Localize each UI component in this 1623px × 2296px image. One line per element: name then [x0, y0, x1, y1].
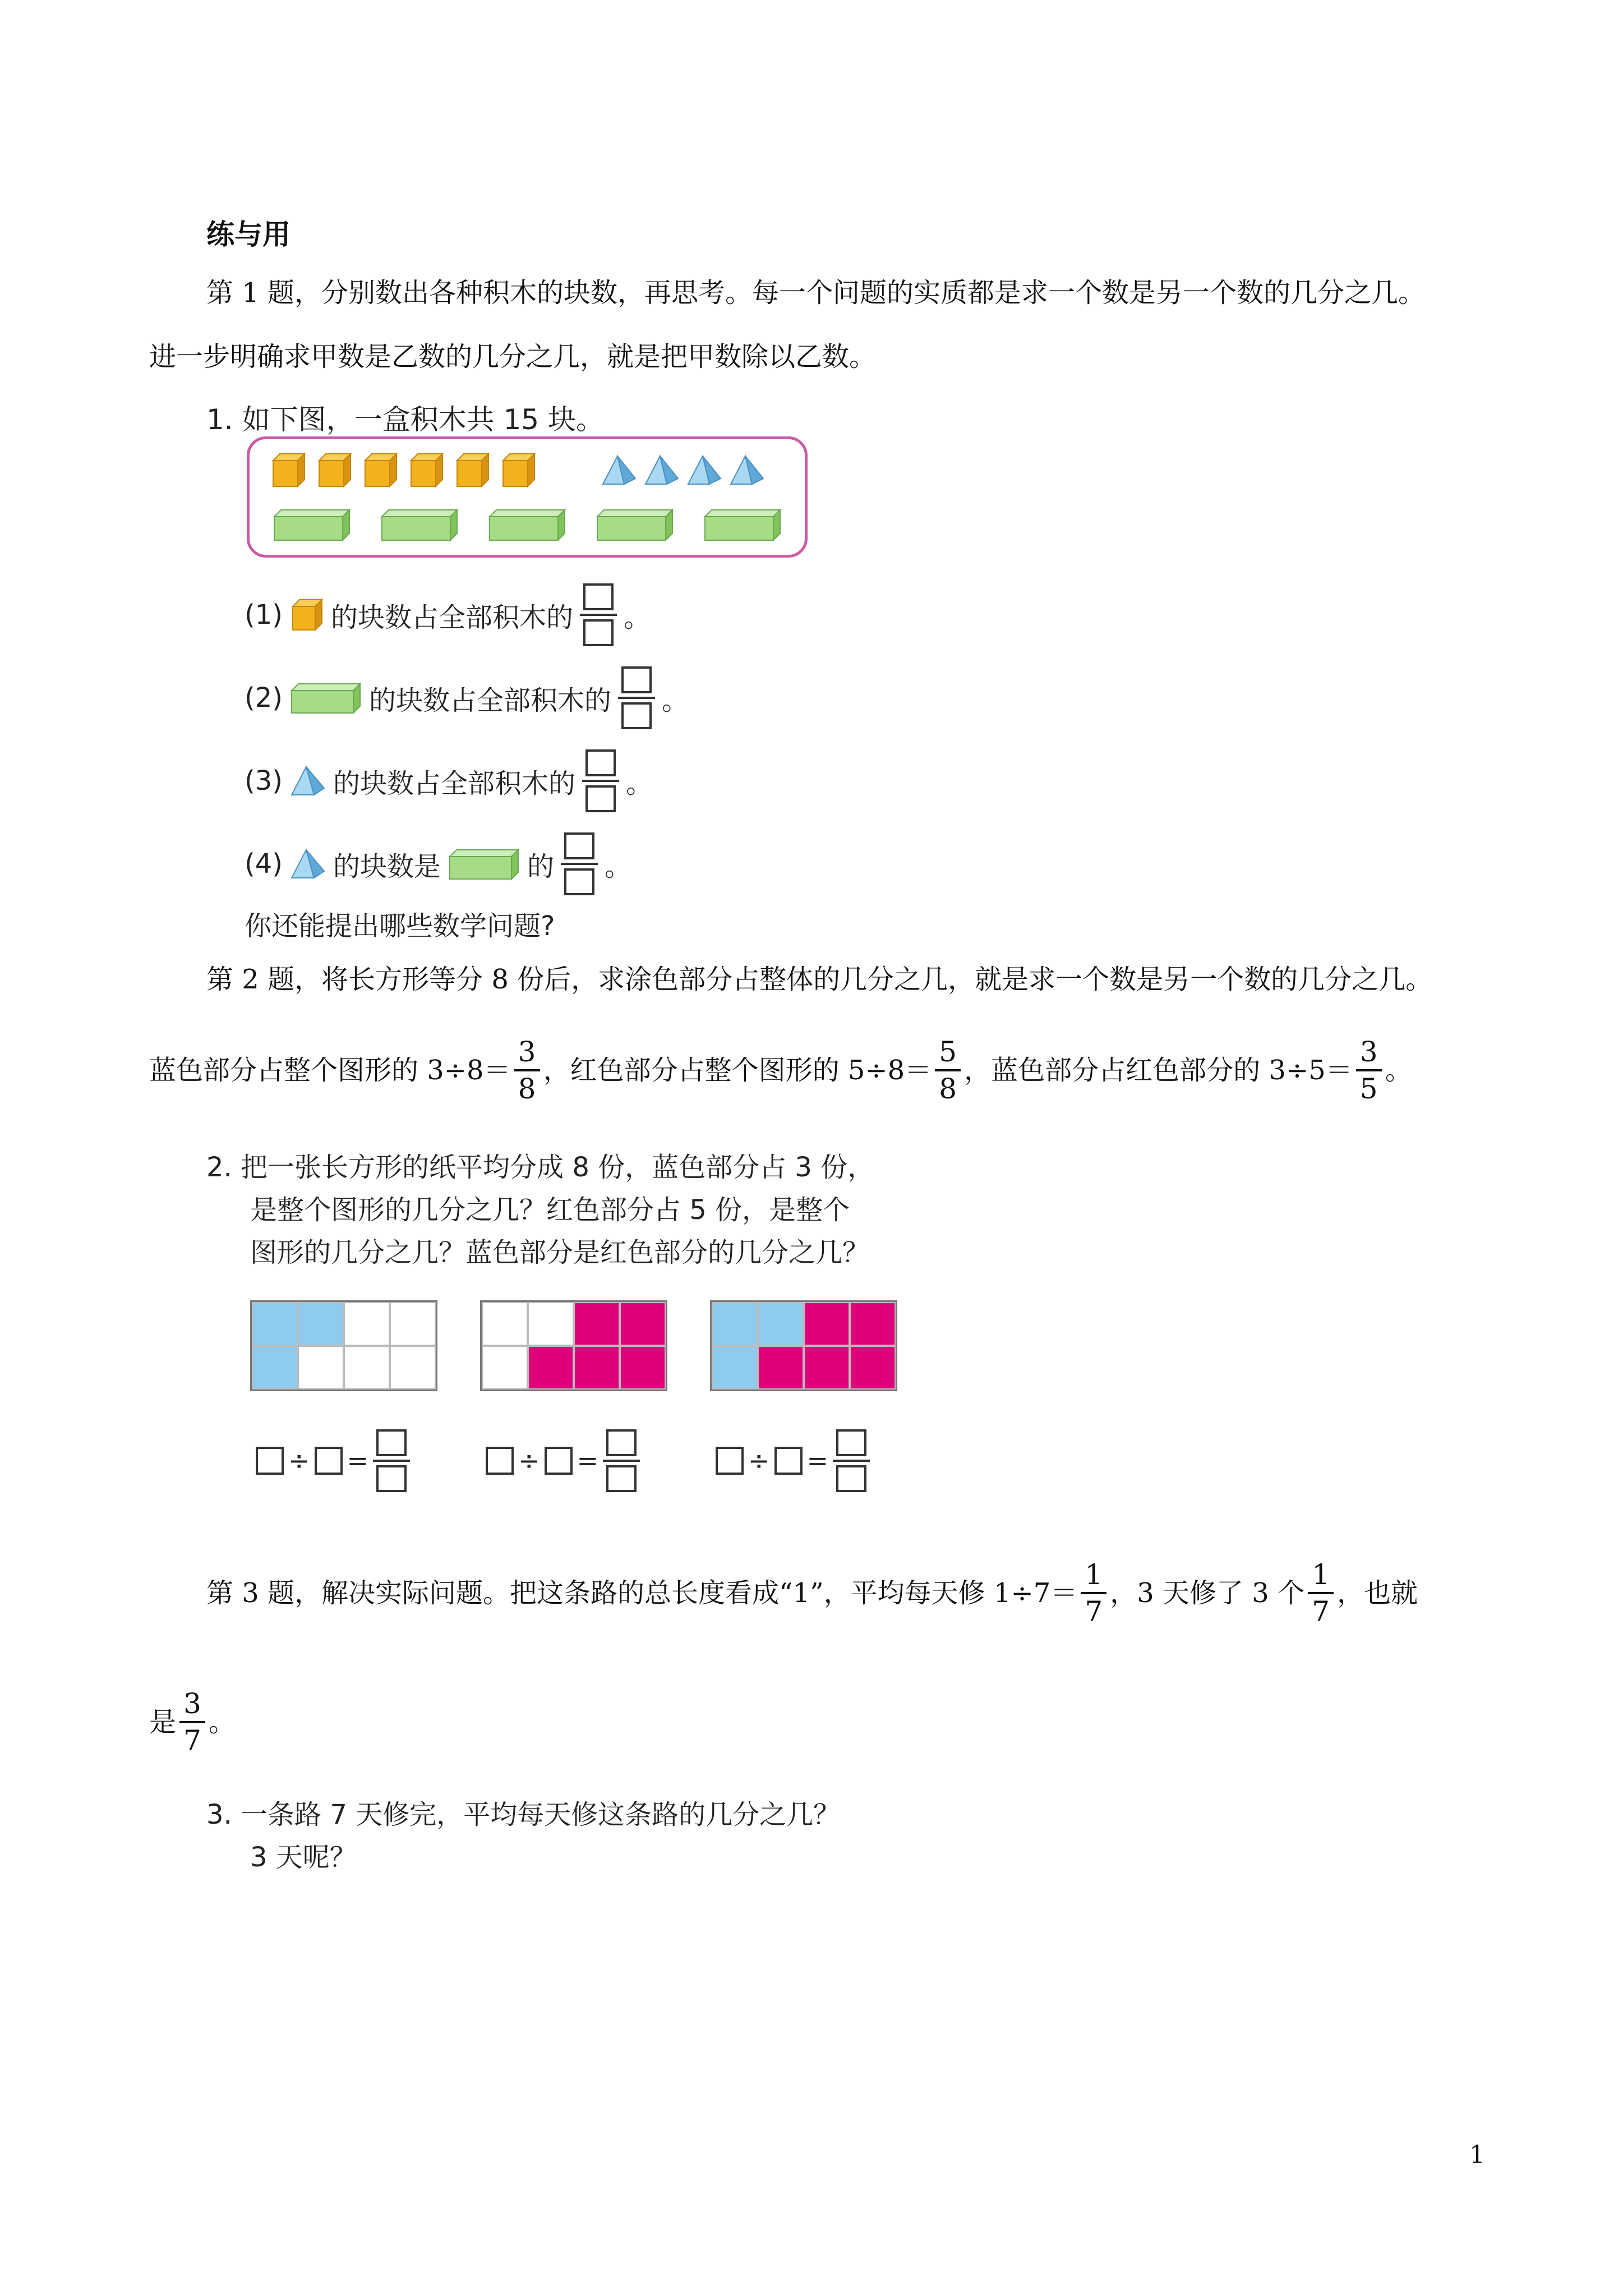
- division-sign: ÷: [748, 1446, 770, 1476]
- paragraph-2-line-2: [149, 1037, 1412, 1104]
- question-2-text: 的块数占全部积木的: [369, 684, 612, 716]
- divisor-box[interactable]: [315, 1447, 343, 1475]
- division-sign: ÷: [518, 1446, 540, 1476]
- fraction-denominator: 5: [1359, 1073, 1378, 1105]
- paragraph-3-seg-2: ，3 天修了 3 个: [1110, 1577, 1305, 1609]
- exercise-2-line-1: 2. 把一张长方形的纸平均分成 8 份，蓝色部分占 3 份，: [206, 1152, 875, 1183]
- answer-fraction-1[interactable]: [580, 583, 617, 646]
- fraction-denominator: 7: [1085, 1595, 1103, 1628]
- fraction-denominator: 8: [518, 1073, 536, 1105]
- fraction-denominator: 7: [183, 1724, 201, 1757]
- equation-1: [256, 1429, 410, 1492]
- prism-icon: [448, 846, 520, 881]
- paragraph-1-line-2: 进一步明确求甲数是乙数的几分之几，就是把甲数除以乙数。: [149, 341, 877, 372]
- cube-block: [411, 454, 442, 486]
- paragraph-3-seg-3: ，也就: [1337, 1577, 1418, 1609]
- prism-block: [705, 510, 780, 540]
- paragraph-2-seg-4: 。: [1385, 1055, 1412, 1086]
- paragraph-3-seg-4: 是: [149, 1706, 177, 1738]
- fraction-3-5: [1356, 1037, 1382, 1104]
- question-4: [245, 832, 631, 895]
- result-fraction-box[interactable]: [833, 1429, 870, 1492]
- question-4-number: (4): [245, 848, 283, 880]
- fraction-numerator: 5: [939, 1036, 957, 1068]
- division-sign: ÷: [288, 1446, 310, 1476]
- fraction-numerator: 1: [1085, 1558, 1103, 1591]
- grid-red-5-of-8: [480, 1300, 667, 1391]
- pyramid-block: [731, 456, 763, 484]
- result-fraction-box[interactable]: [373, 1429, 410, 1492]
- question-1-number: (1): [245, 599, 283, 631]
- cube-block: [319, 454, 351, 486]
- fraction-numerator: 3: [1359, 1036, 1378, 1068]
- grid-blue-and-red: [710, 1300, 897, 1391]
- section-heading: 练与用: [206, 218, 291, 251]
- paragraph-3-seg-1: 第 3 题，解决实际问题。把这条路的总长度看成“1”，平均每天修 1÷7＝: [206, 1577, 1078, 1609]
- question-1-text: 的块数占全部积木的: [331, 601, 574, 633]
- prism-group: [274, 510, 780, 540]
- dividend-box[interactable]: [716, 1447, 744, 1475]
- blocks-box: [247, 436, 808, 558]
- paragraph-3-seg-5: 。: [209, 1706, 236, 1738]
- fraction-5-8: [935, 1037, 961, 1104]
- answer-fraction-3[interactable]: [582, 749, 619, 812]
- cube-block: [503, 454, 534, 486]
- fraction-1-7: [1081, 1559, 1106, 1627]
- dividend-box[interactable]: [256, 1447, 284, 1475]
- equation-2: [486, 1429, 640, 1492]
- grid-blue-3-of-8: [250, 1300, 437, 1391]
- fraction-denominator: 7: [1312, 1595, 1330, 1628]
- divisor-box[interactable]: [774, 1447, 803, 1475]
- question-3-number: (3): [245, 765, 283, 797]
- page-number: 1: [1469, 2141, 1485, 2169]
- question-4-text-2: 的: [527, 850, 555, 882]
- prism-block: [597, 510, 672, 540]
- cube-block: [457, 454, 488, 486]
- fraction-3-7: [179, 1688, 205, 1756]
- dividend-box[interactable]: [486, 1447, 514, 1475]
- prism-icon: [289, 680, 362, 715]
- equals-sign: =: [577, 1446, 599, 1476]
- prism-block: [490, 510, 565, 540]
- paragraph-2-line-1: 第 2 题，将长方形等分 8 份后，求涂色部分占整体的几分之几，就是求一个数是另一个数的几分之几。: [206, 964, 1433, 995]
- pyramid-group: [603, 456, 763, 484]
- cube-icon: [289, 597, 324, 632]
- equals-sign: =: [806, 1446, 829, 1476]
- fraction-1-7: [1308, 1559, 1334, 1627]
- cube-group: [273, 454, 534, 486]
- prism-block: [382, 510, 457, 540]
- pyramid-block: [645, 456, 678, 484]
- prism-block: [274, 510, 349, 540]
- paragraph-1-line-1: 第 1 题，分别数出各种积木的块数，再思考。每一个问题的实质都是求一个数是另一个数的几分之几。: [206, 277, 1426, 309]
- equals-sign: =: [347, 1446, 369, 1476]
- answer-fraction-2[interactable]: [618, 666, 655, 729]
- result-fraction-box[interactable]: [603, 1429, 640, 1492]
- question-4-end: 。: [605, 850, 632, 882]
- exercise-2-line-3: 图形的几分之几？蓝色部分是红色部分的几分之几？: [250, 1237, 870, 1268]
- fraction-numerator: 1: [1312, 1558, 1330, 1591]
- question-1: [245, 583, 651, 646]
- question-3-end: 。: [626, 767, 653, 799]
- paragraph-3-line-1: [206, 1559, 1418, 1627]
- question-2: [245, 666, 689, 729]
- question-2-end: 。: [662, 684, 689, 716]
- exercise-2-line-2: 是整个图形的几分之几？红色部分占 5 份，是整个: [250, 1194, 850, 1226]
- exercise-1-title: 1. 如下图，一盒积木共 15 块。: [206, 403, 605, 436]
- exercise-3-line-1: 3. 一条路 7 天修完，平均每天修这条路的几分之几？: [206, 1799, 841, 1830]
- question-2-number: (2): [245, 682, 283, 714]
- paragraph-2-seg-3: ，蓝色部分占红色部分的 3÷5＝: [964, 1055, 1353, 1086]
- fraction-denominator: 8: [939, 1073, 957, 1105]
- paragraph-2-seg-1: 蓝色部分占整个图形的 3÷8＝: [149, 1055, 511, 1086]
- cube-block: [365, 454, 396, 486]
- pyramid-block: [603, 456, 635, 484]
- blocks-illustration: [250, 439, 805, 555]
- pyramid-icon: [289, 765, 326, 797]
- question-3: [245, 749, 653, 812]
- answer-fraction-4[interactable]: [561, 832, 598, 895]
- divisor-box[interactable]: [545, 1447, 573, 1475]
- question-1-end: 。: [624, 601, 651, 633]
- equation-3: [716, 1429, 870, 1492]
- followup-question: 你还能提出哪些数学问题?: [245, 910, 555, 942]
- fraction-numerator: 3: [518, 1036, 536, 1068]
- fraction-3-8: [514, 1037, 540, 1104]
- question-4-text-1: 的块数是: [333, 850, 441, 882]
- pyramid-icon: [289, 848, 326, 880]
- pyramid-block: [688, 456, 721, 484]
- fraction-numerator: 3: [183, 1687, 201, 1720]
- question-3-text: 的块数占全部积木的: [333, 767, 576, 799]
- cube-block: [273, 454, 305, 486]
- paragraph-2-seg-2: ，红色部分占整个图形的 5÷8＝: [543, 1055, 932, 1086]
- exercise-3-line-2: 3 天呢？: [250, 1842, 357, 1873]
- paragraph-3-line-2: [149, 1688, 236, 1756]
